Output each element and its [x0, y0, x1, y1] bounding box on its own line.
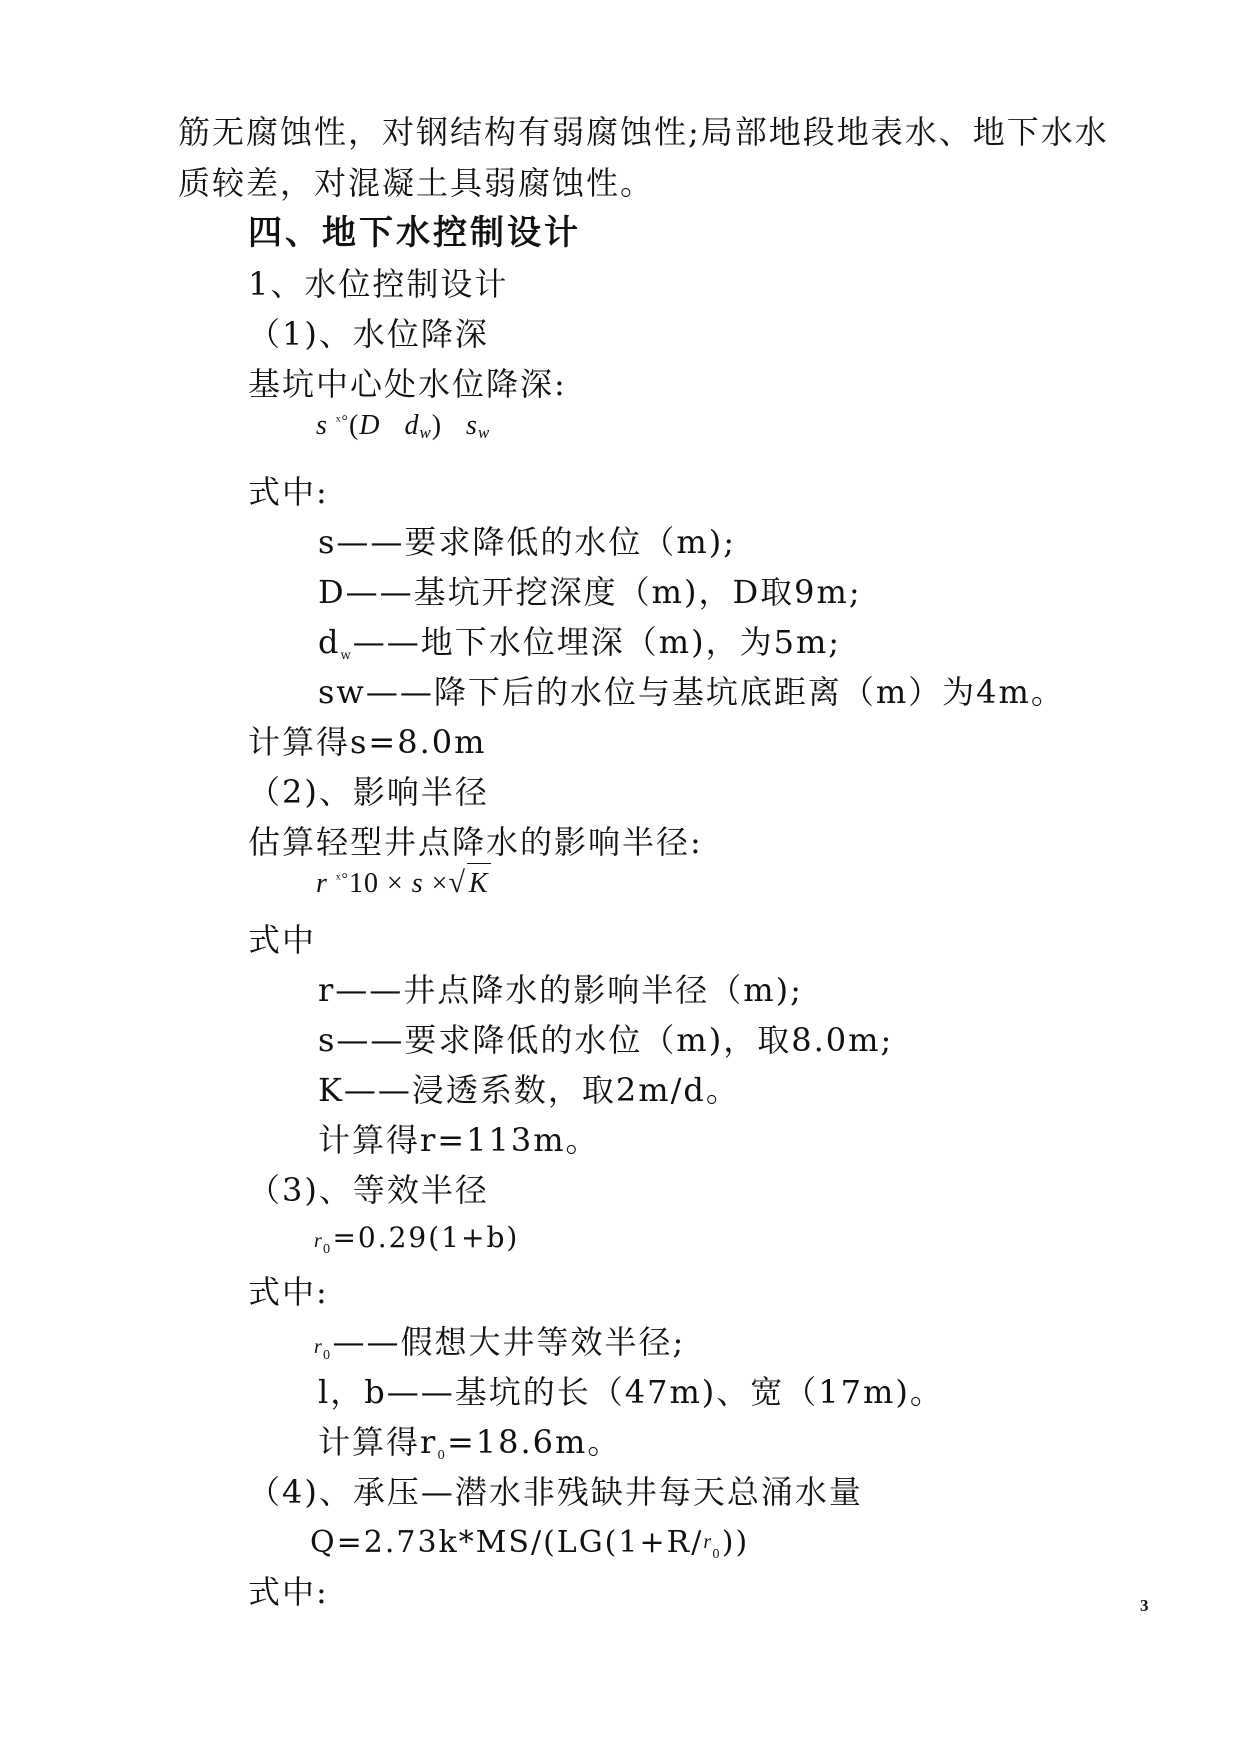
body-line: 式中: [248, 921, 317, 959]
body-line: 质较差，对混凝土具弱腐蚀性。: [178, 164, 655, 202]
definition-line: D——基坑开挖深度（m)，D取9m;: [318, 573, 862, 611]
equation-equivalent-radius: [314, 1218, 519, 1269]
def-text: ——假想大井等效半径;: [332, 1323, 686, 1361]
definition-line: s——要求降低的水位（m)，取8.0m;: [318, 1021, 894, 1059]
eq-symbol: ˣ°: [335, 413, 349, 430]
equation-drawdown: s $^{ˣ^\circ}$(D $d_w$) $s_w$: [316, 410, 491, 442]
eq-text: Q=2.73k*MS/(LG(1+R/: [310, 1525, 704, 1560]
body-line: 式中:: [248, 473, 329, 511]
definition-line: K——浸透系数，取2m/d。: [318, 1071, 740, 1109]
calc-text: 计算得r: [318, 1423, 438, 1461]
definition-line: [318, 622, 841, 675]
eq-var: s: [316, 410, 328, 441]
body-line: 基坑中心处水位降深:: [248, 365, 567, 403]
def-subscript: w: [340, 648, 353, 662]
item-title: （3)、等效半径: [248, 1171, 489, 1209]
page-number: 3: [1140, 1596, 1149, 1615]
eq-var: r: [314, 1230, 323, 1252]
definition-line: s——要求降低的水位（m);: [318, 523, 737, 561]
definition-line: sw——降下后的水位与基坑底距离（m）为4m。: [318, 673, 1065, 711]
sqrt-icon: √: [448, 866, 466, 899]
eq-subscript: w: [419, 423, 432, 442]
calc-result: 计算得r=113m。: [318, 1121, 600, 1159]
eq-var: r: [703, 1531, 713, 1553]
body-line: 式中:: [248, 1573, 329, 1611]
def-var: r: [314, 1336, 323, 1358]
definition-line: [314, 1322, 685, 1375]
item-title: （1)、水位降深: [248, 315, 489, 353]
eq-number: 10: [348, 868, 379, 899]
def-var: d: [318, 623, 341, 661]
eq-var: K: [467, 863, 491, 904]
subsection-title: 1、水位控制设计: [248, 265, 509, 303]
eq-text: )): [721, 1525, 750, 1560]
eq-var: r: [316, 868, 328, 899]
eq-var: s: [411, 868, 424, 899]
eq-var: D: [359, 410, 381, 441]
eq-operator: ×: [386, 868, 404, 899]
body-line: 式中:: [248, 1273, 329, 1311]
calc-result: 计算得s=8.0m: [248, 723, 487, 761]
eq-var: s: [466, 410, 478, 441]
calc-text: =18.6m。: [446, 1423, 622, 1461]
def-subscript: 0: [322, 1348, 333, 1362]
eq-text: =0.29(1+b): [332, 1221, 520, 1254]
eq-var: d: [404, 410, 420, 441]
calc-result: [318, 1422, 621, 1475]
eq-subscript: 0: [712, 1547, 722, 1561]
eq-subscript: 0: [322, 1242, 333, 1256]
eq-symbol: ˣ°: [335, 871, 349, 888]
section-heading: 四、地下水控制设计: [248, 213, 581, 253]
eq-subscript: w: [477, 423, 491, 442]
eq-operator: ×: [431, 868, 449, 899]
item-title: （2)、影响半径: [248, 773, 489, 811]
equation-discharge: [310, 1522, 749, 1574]
body-line: 估算轻型井点降水的影响半径:: [248, 823, 703, 861]
definition-line: r——井点降水的影响半径（m);: [318, 971, 803, 1009]
item-title: （4)、承压—潜水非残缺井每天总涌水量: [248, 1473, 863, 1511]
equation-radius: [316, 860, 491, 904]
def-text: ——地下水位埋深（m)，为5m;: [352, 623, 842, 661]
calc-subscript: 0: [437, 1448, 447, 1462]
body-line: 筋无腐蚀性，对钢结构有弱腐蚀性;局部地段地表水、地下水水: [178, 113, 1109, 151]
definition-line: l，b——基坑的长（47m)、宽（17m)。: [318, 1373, 944, 1411]
